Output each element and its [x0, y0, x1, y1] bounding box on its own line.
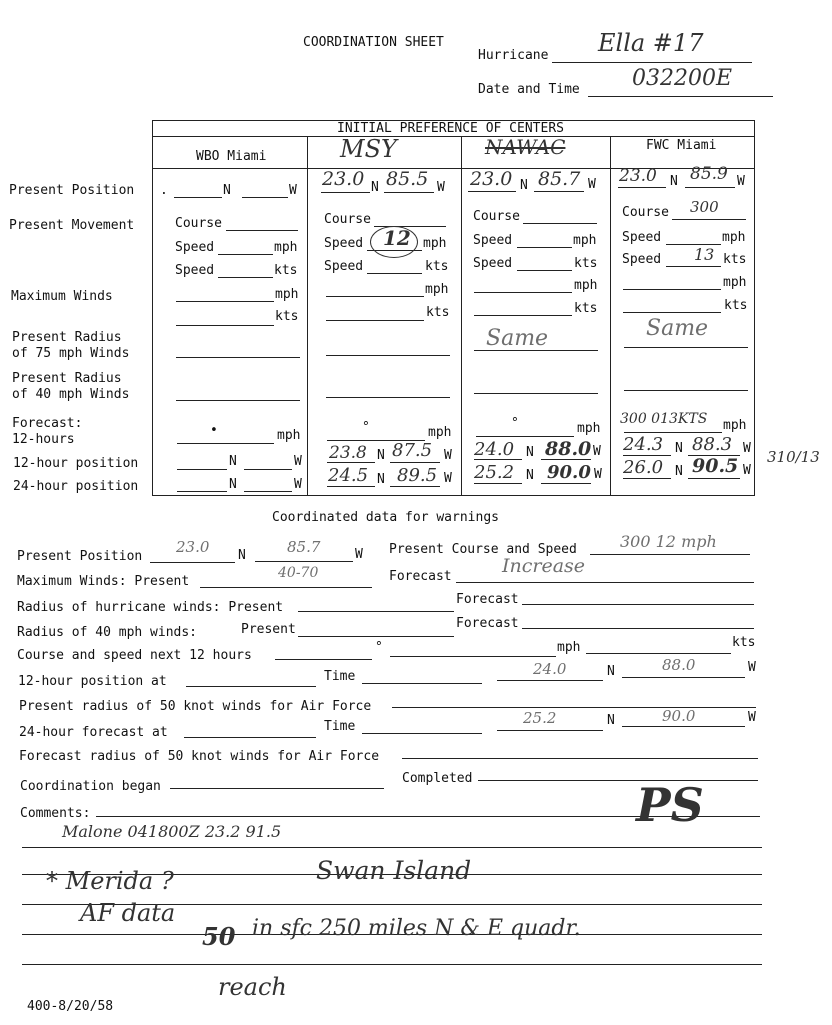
cd-f24-w: 90.0	[662, 707, 696, 725]
table-caption: INITIAL PREFERENCE OF CENTERS	[337, 121, 564, 136]
row-radius40-b: of 40 mph Winds	[12, 387, 130, 402]
col3-f24-w: 90.0	[547, 462, 591, 483]
msy-f24-w: 89.5	[397, 465, 438, 486]
fwc-speed: 13	[694, 245, 715, 264]
col3-f24-n: 25.2	[474, 462, 515, 483]
comment-swan: Swan Island	[316, 856, 472, 885]
fwc-f24-w: 90.5	[692, 455, 739, 477]
cd-pos12-label: 12-hour position at	[18, 674, 167, 689]
cd-radius40-label: Radius of 40 mph winds:	[17, 625, 198, 640]
cd-present-position-label: Present Position	[17, 549, 143, 564]
msy-pos-w: 85.5	[386, 168, 429, 190]
cd-course-next-label: Course and speed next 12 hours	[17, 648, 252, 663]
comment-merida: * Merida ?	[46, 867, 174, 895]
cd-forecast-value: Increase	[502, 555, 586, 577]
cd-course-speed-value: 300 12 mph	[620, 532, 717, 551]
row-24h-position: 24-hour position	[13, 479, 139, 494]
cd-radius-hurr-label: Radius of hurricane winds: Present	[17, 600, 284, 615]
cd-f24-n: 25.2	[523, 709, 557, 727]
row-present-movement: Present Movement	[9, 218, 135, 233]
row-forecast-b: 12-hours	[12, 432, 75, 447]
centers-table	[152, 120, 755, 496]
initials: PS	[636, 778, 704, 832]
comment-af-data: AF data	[80, 899, 176, 927]
col3-pos-w: 85.7	[538, 168, 581, 190]
col3-pos-n: 23.0	[470, 168, 513, 190]
row-forecast-a: Forecast:	[12, 416, 83, 431]
col3-f12-w: 88.0	[545, 438, 592, 460]
date-time-label: Date and Time	[478, 82, 580, 97]
col-header-nawac: NAWAC	[485, 135, 566, 159]
date-time-value: 032200E	[632, 66, 733, 91]
fwc-f24-n: 26.0	[623, 457, 664, 478]
fwc-pos-n: 23.0	[619, 166, 657, 186]
msy-speed: 12	[383, 226, 411, 250]
fwc-f12-w: 88.3	[692, 434, 733, 455]
row-radius75-a: Present Radius	[12, 330, 122, 345]
hurricane-label: Hurricane	[478, 48, 549, 63]
cd-radius50-label: Present radius of 50 knot winds for Air Force	[19, 699, 372, 714]
sheet-title: COORDINATION SHEET	[303, 35, 444, 50]
col-header-fwc: FWC Miami	[646, 138, 717, 153]
fwc-f12-n: 24.3	[623, 434, 664, 455]
cd-pos-n: 23.0	[176, 538, 210, 556]
comment-fifty: 50	[202, 922, 236, 951]
col-header-wbo: WBO Miami	[196, 149, 267, 164]
col3-f12-n: 24.0	[474, 439, 515, 460]
row-present-position: Present Position	[9, 183, 135, 198]
margin-note: 310/13	[767, 448, 820, 466]
cd-comments-label: Comments:	[20, 806, 91, 821]
hurricane-name: Ella #17	[598, 29, 704, 57]
fwc-course: 300	[690, 198, 719, 216]
msy-f24-n: 24.5	[328, 465, 369, 486]
fwc-pos-w: 85.9	[690, 164, 728, 184]
row-maximum-winds: Maximum Winds	[11, 289, 113, 304]
row-radius40-a: Present Radius	[12, 371, 122, 386]
cd-max-winds-value: 40-70	[278, 565, 319, 581]
cd-pos-w: 85.7	[287, 538, 321, 556]
comment-line1: Malone 041800Z 23.2 91.5	[62, 822, 282, 841]
col3-radius75: Same	[486, 326, 549, 351]
fwc-radius75: Same	[646, 316, 709, 341]
comment-line3: in sfc 250 miles N & E quadr.	[252, 916, 581, 941]
form-number: 400-8/20/58	[27, 999, 114, 1014]
msy-pos-n: 23.0	[322, 168, 365, 190]
col-header-msy: MSY	[340, 135, 397, 163]
comment-reach: reach	[218, 973, 287, 1001]
cd-forecast-radius50-label: Forecast radius of 50 knot winds for Air Force	[19, 749, 380, 764]
cd-coord-began-label: Coordination began	[20, 779, 161, 794]
row-12h-position: 12-hour position	[13, 456, 139, 471]
cd-course-speed-label: Present Course and Speed	[389, 542, 577, 557]
msy-f12-w: 87.5	[392, 440, 433, 461]
cd-forecast-label: Forecast	[389, 569, 452, 584]
row-radius75-b: of 75 mph Winds	[12, 346, 130, 361]
fwc-forecast: 300 013KTS	[620, 411, 708, 427]
cd-completed-label: Completed	[402, 771, 473, 786]
cd-pos12-n: 24.0	[533, 660, 567, 678]
cd-f24-label: 24-hour forecast at	[19, 725, 168, 740]
cd-max-winds-label: Maximum Winds: Present	[17, 574, 190, 589]
cd-pos12-w: 88.0	[662, 656, 696, 674]
msy-f12-n: 23.8	[329, 443, 367, 463]
coordinated-title: Coordinated data for warnings	[272, 510, 499, 525]
